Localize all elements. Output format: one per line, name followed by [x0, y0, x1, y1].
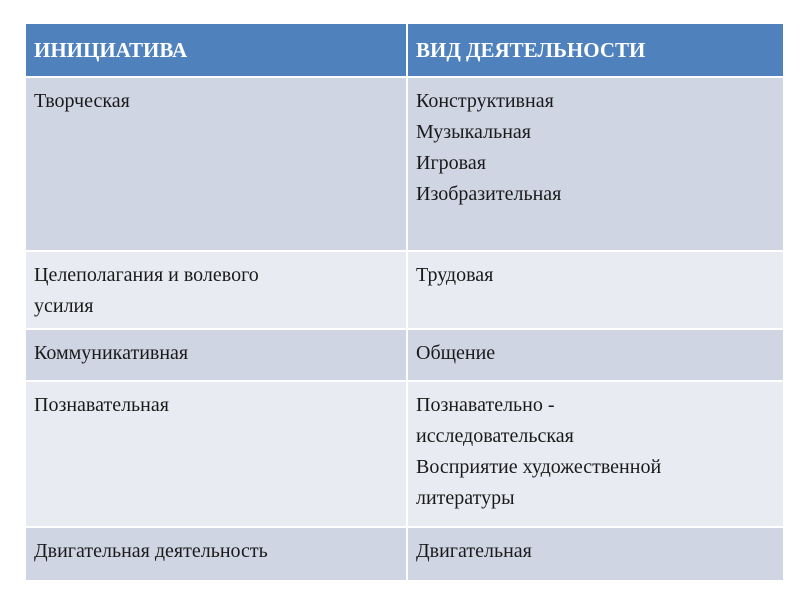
cell-line: Восприятие художественной — [416, 456, 662, 478]
initiative-cell — [25, 527, 407, 581]
initiative-cell — [25, 251, 407, 329]
table-row — [25, 329, 784, 381]
header-initiative: ИНИЦИАТИВА — [25, 23, 407, 77]
cell-line: Музыкальная — [416, 121, 531, 143]
cell-line: Творческая — [34, 90, 130, 112]
cell-line: Изобразительная — [416, 183, 562, 205]
activity-cell — [407, 77, 784, 251]
cell-line: усилия — [34, 295, 94, 317]
cell-line: литературы — [416, 487, 515, 509]
table-row — [25, 251, 784, 329]
cell-line: Общение — [416, 342, 496, 364]
initiative-cell — [25, 381, 407, 527]
table-header-row — [25, 23, 784, 77]
activity-cell — [407, 381, 784, 527]
cell-line: Целеполагания и волевого — [34, 264, 259, 286]
cell-line: Двигательная — [416, 540, 532, 562]
activity-initiative-table — [24, 22, 785, 582]
cell-line: исследовательская — [416, 425, 574, 447]
initiative-cell — [25, 329, 407, 381]
initiative-cell — [25, 77, 407, 251]
cell-line: Трудовая — [416, 264, 494, 286]
cell-line: Коммуникативная — [34, 342, 189, 364]
table-row — [25, 77, 784, 251]
cell-line: Конструктивная — [416, 90, 554, 112]
cell-line: Познавательно - — [416, 394, 555, 416]
table-row — [25, 381, 784, 527]
activity-cell — [407, 251, 784, 329]
header-activity-type: ВИД ДЕЯТЕЛЬНОСТИ — [407, 23, 784, 77]
activity-cell — [407, 329, 784, 381]
activity-cell — [407, 527, 784, 581]
table-row — [25, 527, 784, 581]
cell-line: Игровая — [416, 152, 486, 174]
cell-line: Двигательная деятельность — [34, 540, 268, 562]
cell-line: Познавательная — [34, 394, 169, 416]
